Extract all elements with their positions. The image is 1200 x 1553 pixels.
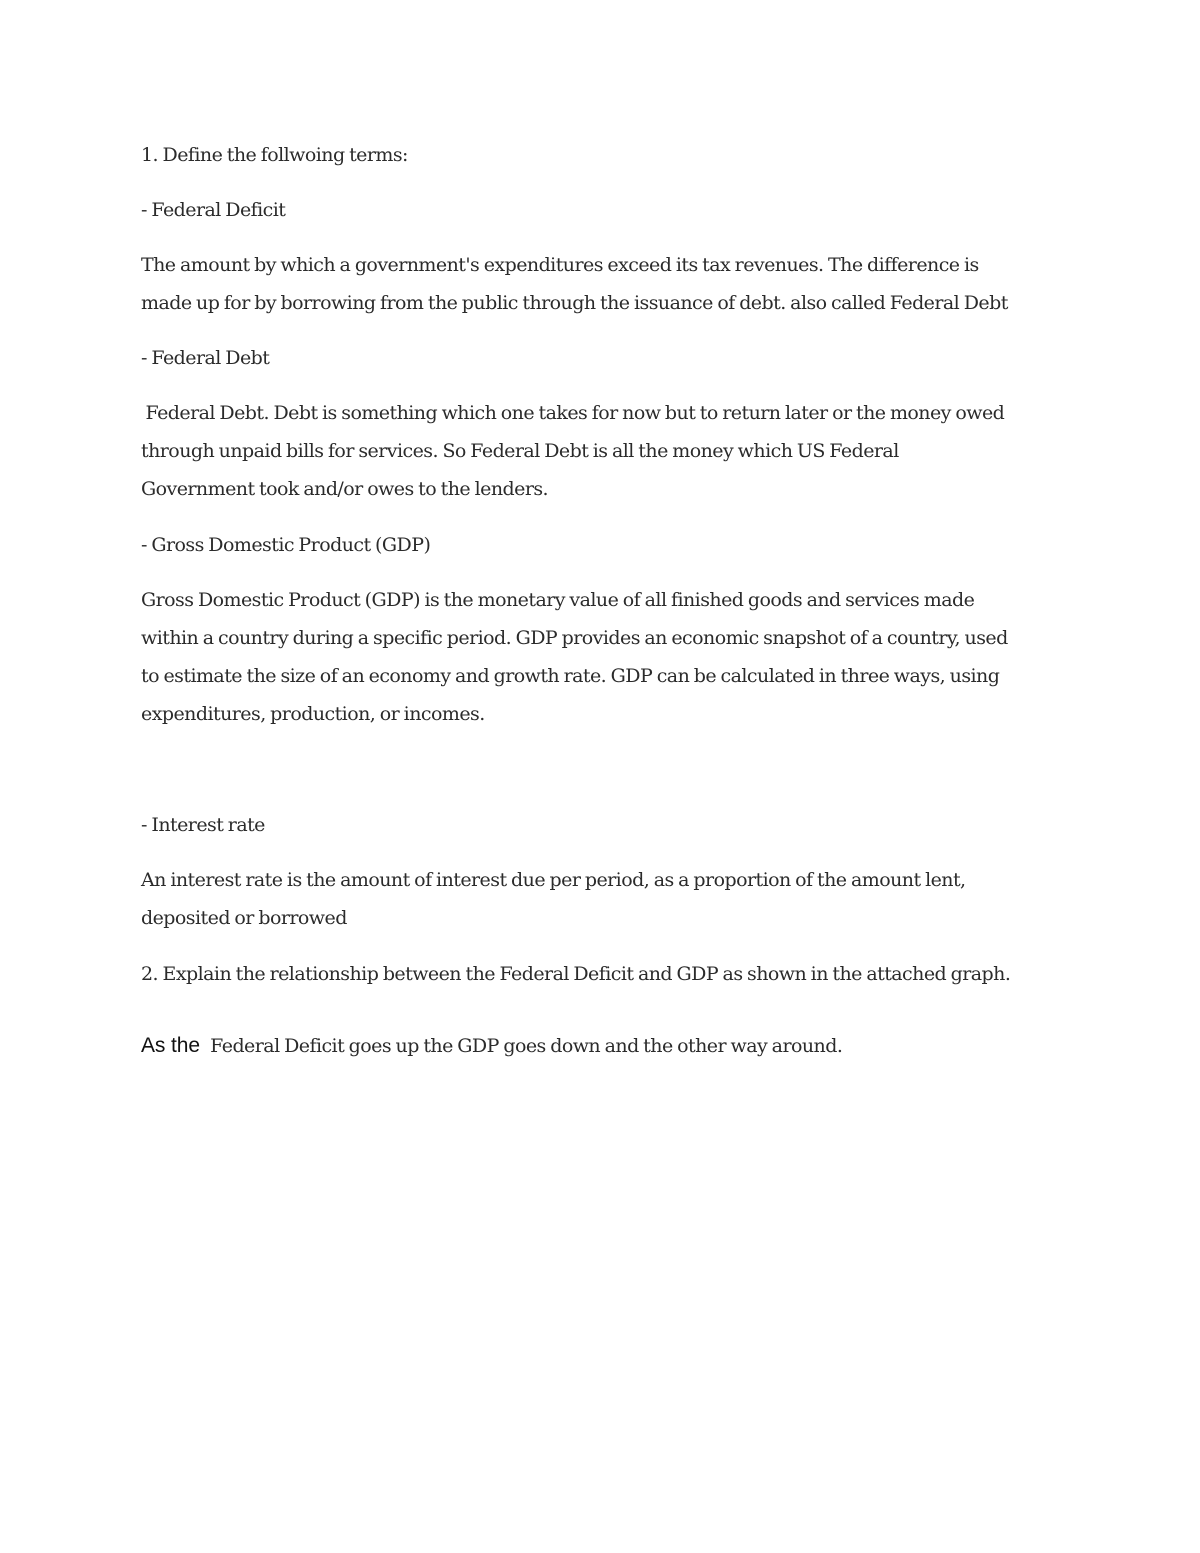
gdp-definition-line-3: to estimate the size of an economy and growth rate. GDP can be calculated in three ways, using [141,665,1000,687]
federal-deficit-definition-line-1: The amount by which a government's expenditures exceed its tax revenues. The difference is [141,254,979,276]
question-2-heading: 2. Explain the relationship between the Federal Deficit and GDP as shown in the attached graph. [141,963,1011,985]
answer-text: Federal Deficit goes up the GDP goes down and the other way around. [205,1035,843,1057]
federal-deficit-definition-line-2: made up for by borrowing from the public through the issuance of debt. also called Federal Debt [141,292,1008,314]
answer-prefix: As the [141,1034,206,1057]
gdp-definition-line-2: within a country during a specific period. GDP provides an economic snapshot of a country, used [141,627,1008,649]
gdp-definition-line-1: Gross Domestic Product (GDP) is the monetary value of all finished goods and services made [141,589,975,611]
term-interest-rate: - Interest rate [141,814,265,836]
question-1-heading: 1. Define the follwoing terms: [141,144,408,166]
federal-debt-definition-line-3: Government took and/or owes to the lenders. [141,478,549,500]
federal-debt-definition-line-1: Federal Debt. Debt is something which one takes for now but to return later or the money owed [141,402,1005,424]
interest-rate-definition-line-2: deposited or borrowed [141,907,347,929]
term-gdp: - Gross Domestic Product (GDP) [141,534,431,556]
gdp-definition-line-4: expenditures, production, or incomes. [141,703,485,725]
federal-debt-definition-line-2: through unpaid bills for services. So Federal Debt is all the money which US Federal [141,440,899,462]
term-federal-debt: - Federal Debt [141,347,270,369]
interest-rate-definition-line-1: An interest rate is the amount of interest due per period, as a proportion of the amount lent, [141,869,966,891]
question-2-answer [141,1035,842,1056]
term-federal-deficit: - Federal Deficit [141,199,286,221]
